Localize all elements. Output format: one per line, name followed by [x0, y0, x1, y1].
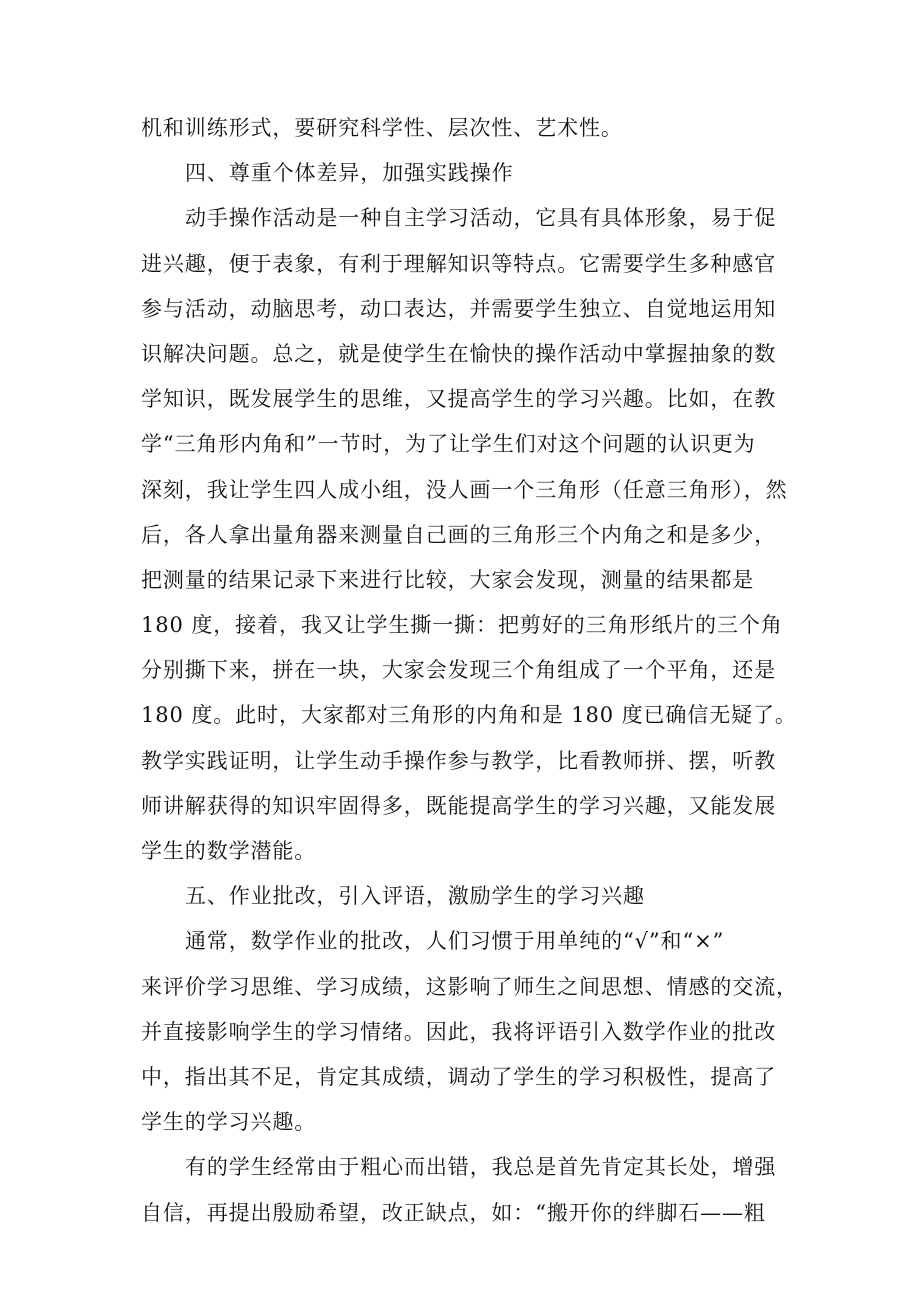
text-line: 通常，数学作业的批改，人们习惯于用单纯的“√”和“×”: [185, 929, 725, 954]
text-line: 学生的数学潜能。: [141, 839, 317, 863]
text-line: 学知识，既发展学生的思维，又提高学生的学习兴趣。比如，在教: [141, 387, 777, 412]
text-line: 后，各人拿出量角器来测量自己画的三角形三个内角之和是多少，: [141, 522, 777, 547]
text-line: 学“三角形内角和”一节时，为了让学生们对这个问题的认识更为: [141, 432, 756, 457]
text-line: 中，指出其不足，肯定其成绩，调动了学生的学习积极性，提高了: [141, 1064, 777, 1089]
text-line: 自信，再提出殷励希望，改正缺点，如：“搬开你的绊脚石——粗: [141, 1200, 766, 1225]
document-body: [141, 106, 798, 1236]
text-line: 学生的学习兴趣。: [141, 1110, 317, 1135]
text-line: 把测量的结果记录下来进行比较，大家会发现，测量的结果都是: [141, 567, 755, 592]
text-line: 师讲解获得的知识牢固得多，既能提高学生的学习兴趣，又能发展: [141, 793, 777, 818]
text-line: 180 度，接着，我又让学生撕一撕：把剪好的三角形纸片的三个角: [141, 613, 783, 638]
text-line: 分别撕下来，拼在一块，大家会发现三个角组成了一个平角，还是: [141, 658, 777, 683]
text-line: 并直接影响学生的学习情绪。因此，我将评语引入数学作业的批改: [141, 1019, 777, 1044]
text-line: 动手操作活动是一种自主学习活动，它具有具体形象，易于促: [185, 206, 777, 231]
text-line: 参与活动，动脑思考，动口表达，并需要学生独立、自觉地运用知: [141, 296, 777, 321]
text-line: 180 度。此时，大家都对三角形的内角和是 180 度已确信无疑了。: [141, 703, 797, 728]
text-line: 深刻，我让学生四人成小组，没人画一个三角形（任意三角形），然: [141, 477, 788, 502]
text-line: 有的学生经常由于粗心而出错，我总是首先肯定其长处，增强: [185, 1155, 777, 1180]
section-heading: 五、作业批改，引入评语，激励学生的学习兴趣: [185, 884, 645, 909]
text-line: 机和训练形式，要研究科学性、层次性、艺术性。: [141, 116, 623, 140]
section-heading: 四、尊重个体差异，加强实践操作: [185, 161, 514, 186]
text-line: 来评价学习思维、学习成绩，这影响了师生之间思想、情感的交流，: [141, 974, 798, 999]
text-line: 识解决问题。总之，就是使学生在愉快的操作活动中掌握抽象的数: [141, 341, 777, 366]
text-line: 教学实践证明，让学生动手操作参与教学，比看教师拼、摆，听教: [141, 748, 777, 773]
text-line: 进兴趣，便于表象，有利于理解知识等特点。它需要学生多种感官: [141, 251, 777, 276]
